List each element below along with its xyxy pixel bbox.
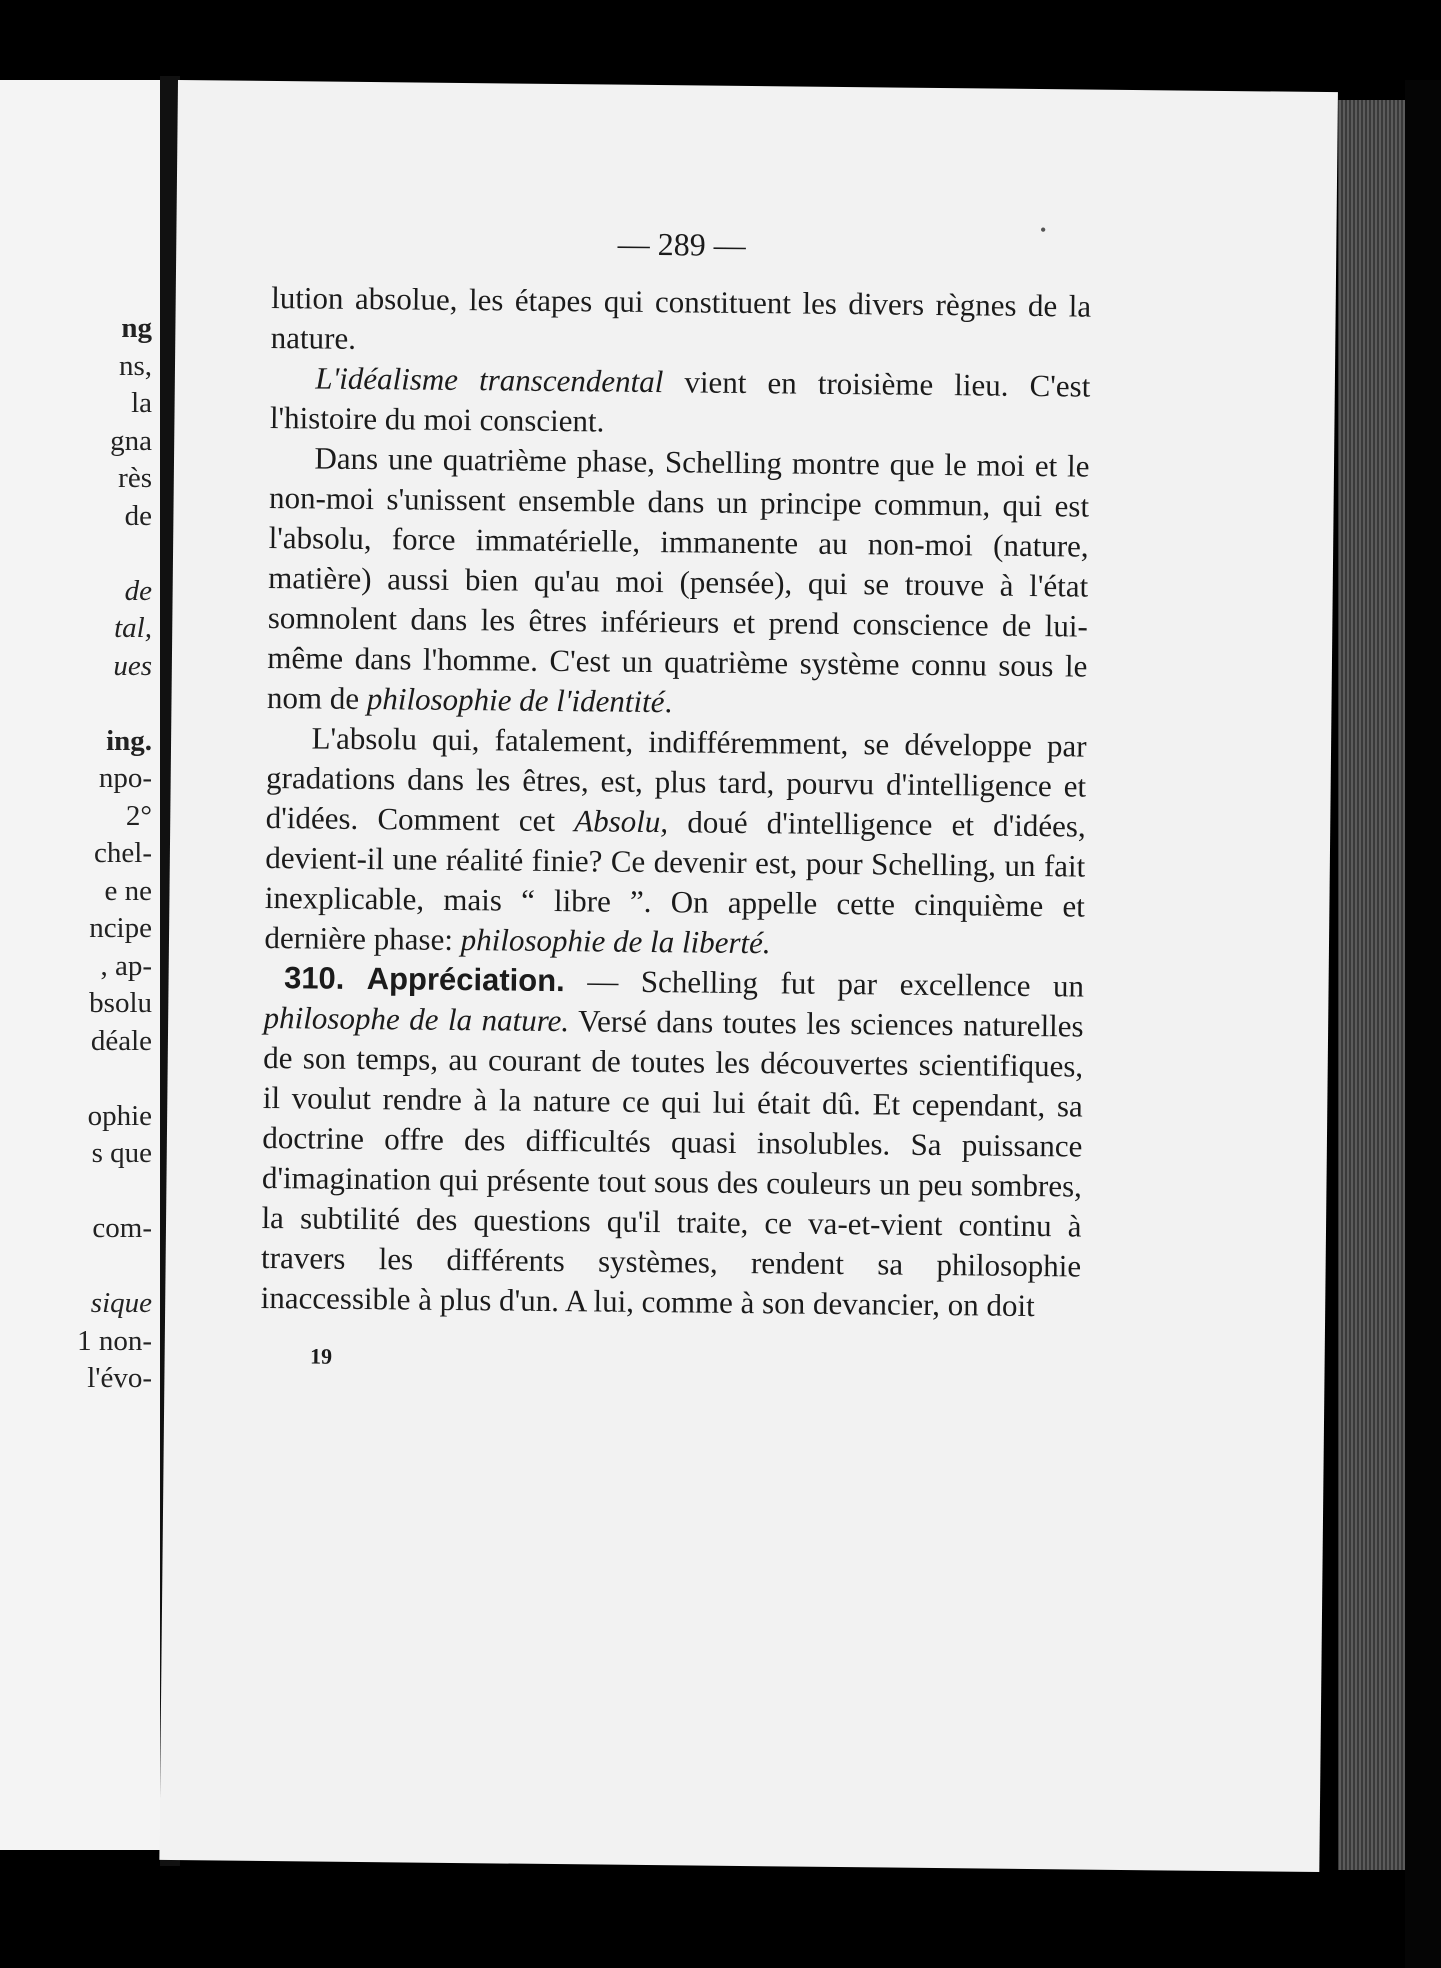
left-page-fragment bbox=[0, 80, 160, 1850]
left-page-line: de bbox=[124, 574, 152, 607]
paragraph-text: doué d'intelligence et d'idées, devient-il une réalité finie? Ce devenir est, pour Schelling, un fait inexplicable, mais “ libre ”. On appelle cette cinquième et dernière phase: bbox=[264, 804, 1086, 958]
left-page-line: , ap- bbox=[100, 949, 152, 982]
paragraph-continuation bbox=[271, 278, 1092, 367]
left-page-line: ues bbox=[113, 649, 152, 682]
paragraph-text: Dans une quatrième phase, Schelling montre que le moi et le non-moi s'unissent ensemble dans un principe commun, qui est l'absolu, force immatérielle, immanente au non-moi (nature, matière) aussi bien qu'au moi (pensée), qui se trouve à l'état somnolent dans les êtres inférieurs et prend conscience de lui-même dans l'homme. C'est un quatrième système connu sous le nom de bbox=[266, 440, 1090, 717]
paragraph-text: vient en troisième lieu. C'est l'histoire du moi conscient. bbox=[269, 364, 1091, 439]
left-page-line: ophie bbox=[87, 1099, 152, 1132]
signature-mark: 19 bbox=[309, 1343, 333, 1369]
left-page-line: de bbox=[124, 499, 152, 532]
left-page-line: 2° bbox=[125, 799, 152, 832]
italic-term: Absolu, bbox=[574, 803, 669, 840]
book-edge-shadow bbox=[1405, 80, 1441, 1968]
dust-speck: • bbox=[1040, 220, 1047, 240]
italic-term: philosophie de la liberté. bbox=[460, 922, 771, 961]
left-page-line: npo- bbox=[98, 762, 152, 794]
paragraph-text: L'absolu qui, fatalement, indifféremment, se développe par gradations dans les êtres, est, plus tard, pourvu d'intelligence et d'idées. Comment cet bbox=[265, 720, 1087, 839]
left-page-line: s que bbox=[91, 1137, 152, 1169]
italic-term: philosophe de la nature. bbox=[263, 999, 570, 1039]
left-page-line: chel- bbox=[94, 837, 152, 869]
paragraph-quatrieme-phase bbox=[267, 438, 1090, 727]
left-page-line: rès bbox=[118, 462, 152, 494]
page-content bbox=[260, 220, 1092, 1385]
left-page-line: 1 non- bbox=[77, 1324, 152, 1357]
left-page-line: e ne bbox=[104, 874, 152, 907]
left-page-line: ns, bbox=[118, 349, 152, 382]
page-edges bbox=[1338, 100, 1408, 1870]
left-page-line: ng bbox=[121, 312, 152, 344]
left-page-line: ncipe bbox=[89, 912, 152, 944]
left-page-line: gna bbox=[110, 424, 152, 457]
left-page-line: com- bbox=[92, 1212, 152, 1244]
left-page-line: la bbox=[131, 387, 152, 419]
paragraph-text: lution absolue, les étapes qui constituent les divers règnes de la nature. bbox=[270, 279, 1092, 356]
left-page-line: l'évo- bbox=[87, 1362, 152, 1394]
paragraph-text: Versé dans toutes les sciences naturelles de son temps, au courant de toutes les découvertes scientifiques, il voulut rendre à la nature ce qui lui était dû. Et cependant, sa doctrine offre des difficultés quasi insolubles. Sa puissance d'imagination qui présente tout sous des couleurs un peu sombres, la subtilité des questions qu'il traite, ce va-et-vient continu à travers les différents systèmes, rendent sa philosophie inaccessible à plus d'un. A lui, comme à son devancier, on doit bbox=[260, 1003, 1084, 1324]
paragraph-absolu bbox=[264, 718, 1086, 967]
left-page-line: sique bbox=[90, 1287, 152, 1319]
paragraph-text: . bbox=[664, 684, 673, 720]
italic-term: philosophie de l'identité bbox=[366, 681, 665, 720]
left-page-line: bsolu bbox=[89, 987, 152, 1019]
left-page-line: tal, bbox=[114, 612, 152, 644]
left-page-line: déale bbox=[90, 1024, 152, 1057]
section-appreciation bbox=[261, 958, 1085, 1327]
paragraph-text: — Schelling fut par excellence un bbox=[564, 963, 1085, 1004]
section-heading: 310. Appréciation. bbox=[283, 960, 565, 999]
italic-term: L'idéalisme transcendental bbox=[315, 360, 664, 400]
left-page-line: ing. bbox=[106, 724, 152, 757]
paragraph-idealisme bbox=[270, 358, 1091, 447]
page-number: — 289 — bbox=[617, 225, 746, 263]
